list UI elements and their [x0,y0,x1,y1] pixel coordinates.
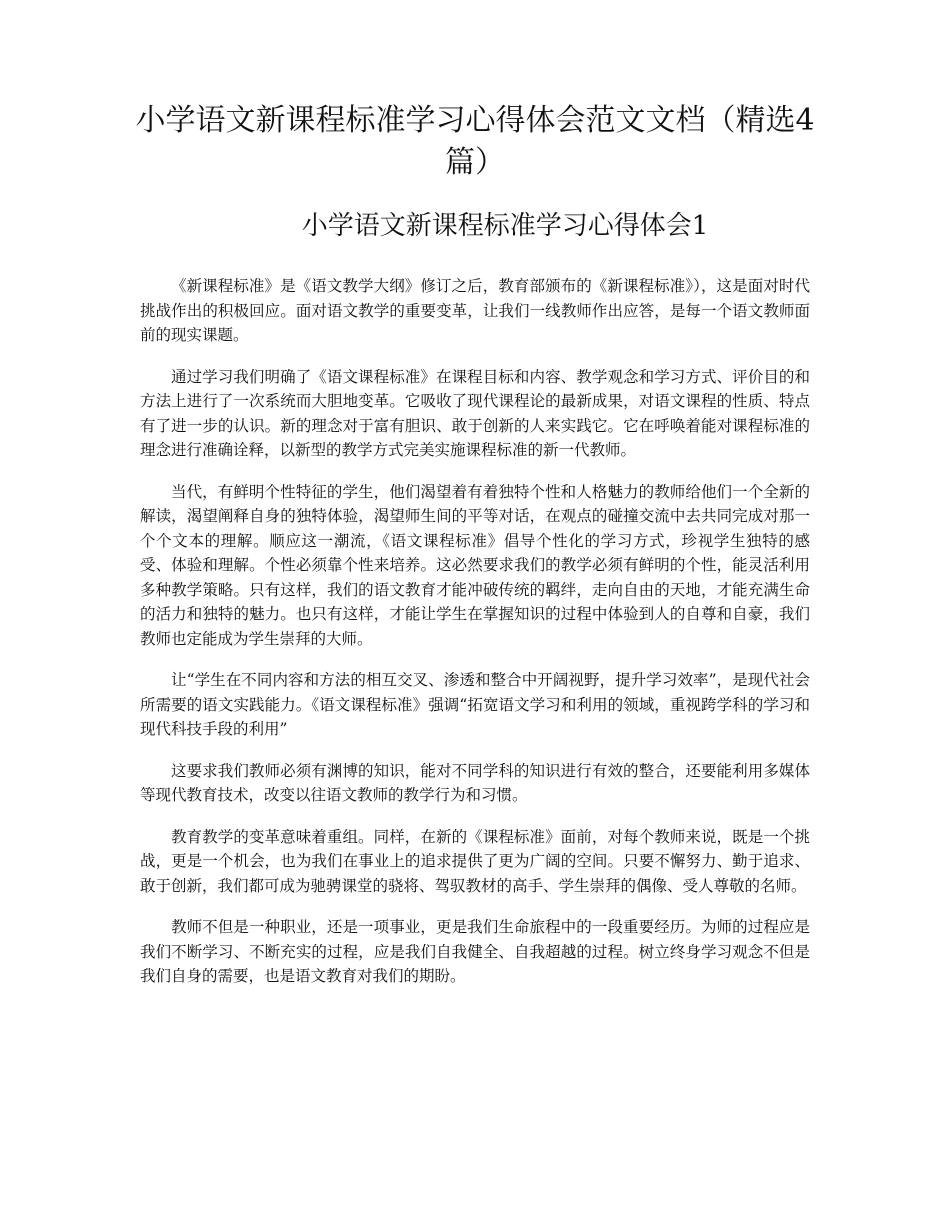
paragraph-3: 当代，有鲜明个性特征的学生，他们渴望着有着独特个性和人格魅力的教师给他们一个全新的解读，渴望阐释自身的独特体验，渴望师生间的平等对话，在观点的碰撞交流中去共同完成对那一个个文本的理解。顺应这一潮流，《语文课程标准》倡导个性化的学习方式，珍视学生独特的感受、体验和理解。个性必须靠个性来培养。这必然要求我们的教学必须有鲜明的个性，能灵活利用多种教学策略。只有这样，我们的语文教育才能冲破传统的羁绊，走向自由的天地，才能充满生命的活力和独特的魅力。也只有这样，才能让学生在掌握知识的过程中体验到人的自尊和自豪，我们教师也定能成为学生崇拜的大师。 [140,482,810,648]
section-title: 小学语文新课程标准学习心得体会1 [301,211,709,241]
document-body [140,274,810,1006]
document-title: 小学语文新课程标准学习心得体会范文文档（精选4篇） [135,103,815,180]
paragraph-1: 《新课程标准》是《语文教学大纲》修订之后，教育部颁布的《新课程标准》），这是面对时代挑战作出的积极回应。面对语文教学的重要变革，让我们一线教师作出应答，是每一个语文教师面前的现实课题。 [140,277,810,344]
paragraph-7: 教师不但是一种职业，还是一项事业，更是我们生命旅程中的一段重要经历。为师的过程应是我们不断学习、不断充实的过程，应是我们自我健全、自我超越的过程。树立终身学习观念不但是我们自身的需要，也是语文教育对我们的期盼。 [140,918,810,985]
paragraph-4: 让“学生在不同内容和方法的相互交叉、渗透和整合中开阔视野，提升学习效率”，是现代社会所需要的语文实践能力。《语文课程标准》强调“拓宽语文学习和利用的领域，重视跨学科的学习和现代科技手段的利用” [140,671,810,738]
paragraph-2: 通过学习我们明确了《语文课程标准》在课程目标和内容、教学观念和学习方式、评价目的和方法上进行了一次系统而大胆地变革。它吸收了现代课程论的最新成果，对语文课程的性质、特点有了进一步的认识。新的理念对于富有胆识、敢于创新的人来实践它。它在呼唤着能对课程标准的理念进行准确诠释，以新型的教学方式完美实施课程标准的新一代教师。 [140,367,810,459]
paragraph-5: 这要求我们教师必须有渊博的知识，能对不同学科的知识进行有效的整合，还要能利用多媒体等现代教育技术，改变以往语文教师的教学行为和习惯。 [140,761,810,804]
paragraph-6: 教育教学的变革意味着重组。同样，在新的《课程标准》面前，对每个教师来说，既是一个挑战，更是一个机会，也为我们在事业上的追求提供了更为广阔的空间。只要不懈努力、勤于追求、敢于创新，我们都可成为驰骋课堂的骁将、驾驭教材的高手、学生崇拜的偶像、受人尊敬的名师。 [140,827,810,895]
